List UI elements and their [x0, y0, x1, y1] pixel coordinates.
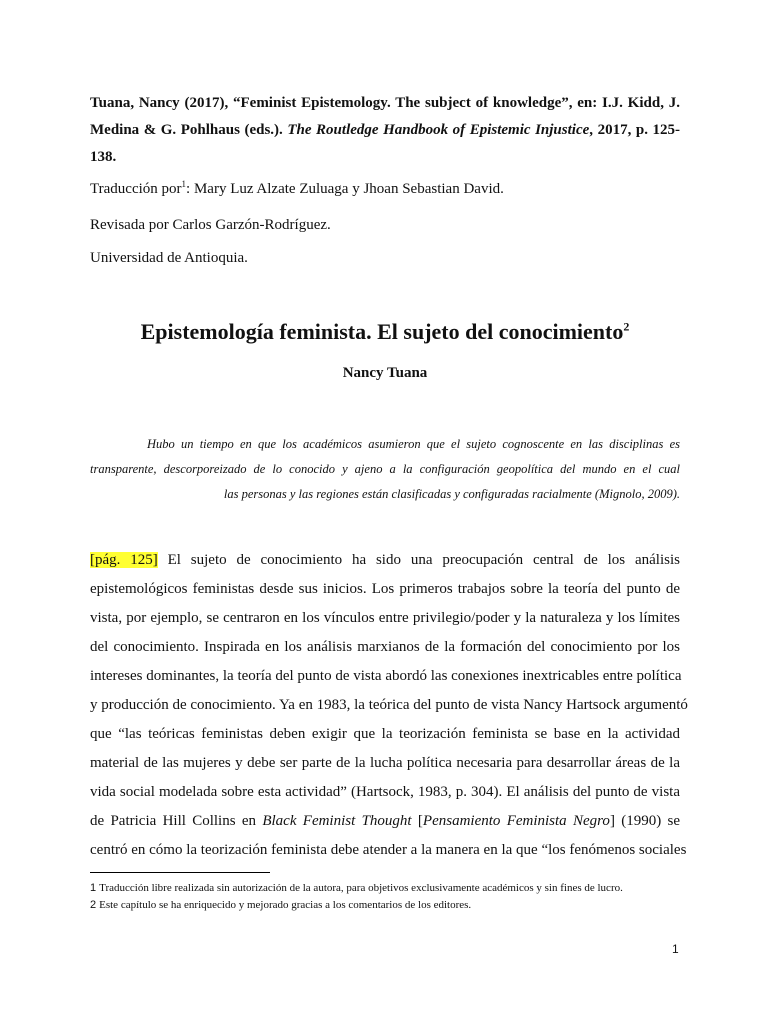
body-line: vida social modelada sobre esta actividad” (Hartsock, 1983, p. 304). El análisis del punto de vista: [90, 784, 680, 800]
epigraph-line: Hubo un tiempo en que los académicos asumieron que el sujeto cognoscente en las disciplinas es: [147, 437, 680, 451]
author-name: Nancy Tuana: [342, 365, 428, 381]
footnote-ref-2[interactable]: 2: [623, 319, 630, 334]
body-paragraph: [90, 546, 688, 865]
footnotes: [90, 880, 680, 914]
epigraph-line: transparente, descorporeizado de lo conocido y ajeno a la configuración geopolítica del mundo en el cual: [90, 462, 680, 476]
citation-text: Tuana, Nancy (2017), “Feminist Epistemology. The subject of knowledge”, en: I.J. Kidd, J. Medina & G. Pohlhaus (eds.).: [90, 95, 680, 138]
translation-prefix: Traducción por: [90, 181, 182, 197]
institution: Universidad de Antioquia.: [90, 250, 248, 266]
epigraph: [90, 432, 680, 507]
footnote-separator: [90, 872, 270, 873]
citation-pages: , 2017, p. 125-138.: [90, 122, 680, 165]
body-line: [90, 807, 680, 836]
body-line: [90, 546, 680, 575]
body-line: material de las mujeres y debe ser parte de la lucha política necesaria para desarrollar áreas de la: [90, 755, 680, 771]
book-title-translation: Pensamiento Feminista Negro: [422, 813, 610, 829]
body-text-segment: ] (1990) se: [609, 813, 681, 829]
review-credit: Revisada por Carlos Garzón-Rodríguez.: [90, 217, 331, 233]
footnote-number: 2: [90, 899, 97, 911]
body-line-text: El sujeto de conocimiento ha sido una preocupación central de los análisis: [157, 552, 680, 568]
footnote-text: Traducción libre realizada sin autorización de la autora, para objetivos exclusivamente académicos y sin fines de lucro.: [99, 882, 623, 894]
body-line: que “las teóricas feministas deben exigir que la teorización feminista se base en la actividad: [90, 726, 680, 742]
chapter-title: [90, 318, 680, 346]
page-number: 1: [672, 942, 679, 956]
footnote-1: [90, 880, 680, 897]
footnote-2: [90, 897, 680, 914]
footnote-ref-1[interactable]: 1: [181, 179, 187, 189]
page-marker-highlight: [pág. 125]: [90, 552, 158, 568]
body-line: intereses dominantes, la teoría del punto de vista abordó las conexiones inextricables entre política: [90, 668, 682, 684]
book-title-italic: Black Feminist Thought: [262, 813, 412, 829]
translation-credit: [90, 180, 504, 198]
translator-names: : Mary Luz Alzate Zuluaga y Jhoan Sebastian David.: [186, 181, 504, 197]
body-line: epistemológicos feministas desde sus inicios. Los primeros trabajos sobre la teoría del punto de: [90, 581, 680, 597]
body-line: centró en cómo la teorización feminista debe atender a la manera en la que “los fenómenos sociales: [90, 842, 687, 858]
epigraph-line: las personas y las regiones están clasificadas y configuradas racialmente (Mignolo, 2009).: [223, 487, 680, 501]
book-title: The Routledge Handbook of Epistemic Injustice: [287, 122, 590, 138]
footnote-number: 1: [90, 882, 97, 894]
body-line: vista, por ejemplo, se centraron en los vínculos entre privilegio/poder y la naturaleza y los límites: [90, 610, 680, 626]
bibliographic-citation: [90, 90, 680, 171]
body-text-segment: [: [411, 813, 423, 829]
body-text-segment: de Patricia Hill Collins en: [90, 813, 263, 829]
body-line: del conocimiento. Inspirada en los análisis marxianos de la formación del conocimiento por los: [90, 639, 680, 655]
footnote-text: Este capítulo se ha enriquecido y mejorado gracias a los comentarios de los editores.: [99, 899, 472, 911]
body-line: y producción de conocimiento. Ya en 1983, la teórica del punto de vista Nancy Hartsock argumentó: [90, 697, 688, 713]
chapter-title-text: Epistemología feminista. El sujeto del conocimiento: [140, 319, 624, 344]
